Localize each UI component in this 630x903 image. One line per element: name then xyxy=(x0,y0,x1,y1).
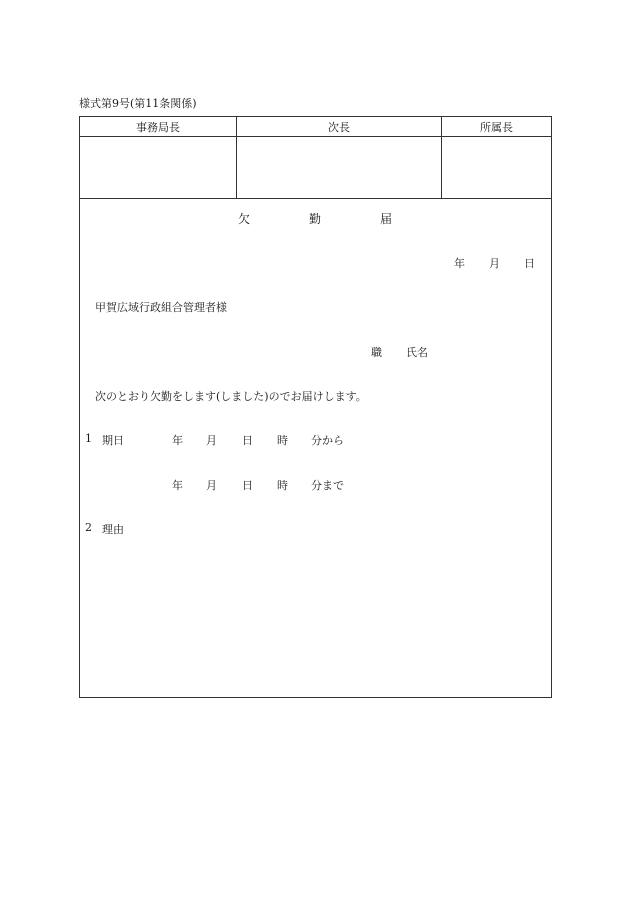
end-minute-label: 分まで xyxy=(311,479,344,492)
end-day-label: 日 xyxy=(242,479,253,492)
title-char: 勤 xyxy=(309,212,322,226)
start-year-label: 年 xyxy=(172,434,183,447)
end-year-label: 年 xyxy=(172,479,183,492)
form-number-label: 様式第9号(第11条関係) xyxy=(79,97,197,110)
end-hour-label: 時 xyxy=(277,479,288,492)
title-char: 欠 xyxy=(238,212,251,226)
stamp-box-section-chief[interactable] xyxy=(442,137,552,199)
period-label: 期日 xyxy=(102,434,124,447)
reason-number: 2 xyxy=(85,521,92,534)
statement-text: 次のとおり欠勤をします(しました)のでお届けします。 xyxy=(95,390,367,403)
approval-header-deputy: 次長 xyxy=(237,117,442,137)
approval-header-section-chief: 所属長 xyxy=(442,117,552,137)
approval-header-director: 事務局長 xyxy=(80,117,237,137)
title-char: 届 xyxy=(380,212,393,226)
date-month-label: 月 xyxy=(489,257,500,270)
reason-label: 理由 xyxy=(102,523,124,536)
addressee: 甲賀広域行政組合管理者様 xyxy=(95,301,227,314)
name-label: 氏名 xyxy=(406,346,428,359)
reason-text-area[interactable] xyxy=(100,540,540,690)
period-number: 1 xyxy=(85,432,92,445)
start-hour-label: 時 xyxy=(277,434,288,447)
end-month-label: 月 xyxy=(206,479,217,492)
start-month-label: 月 xyxy=(206,434,217,447)
start-day-label: 日 xyxy=(242,434,253,447)
position-label: 職 xyxy=(371,346,382,359)
start-minute-label: 分から xyxy=(311,434,344,447)
stamp-box-deputy[interactable] xyxy=(237,137,442,199)
date-year-label: 年 xyxy=(454,257,465,270)
approval-stamp-table xyxy=(79,116,552,199)
date-day-label: 日 xyxy=(524,257,535,270)
stamp-box-director[interactable] xyxy=(80,137,237,199)
